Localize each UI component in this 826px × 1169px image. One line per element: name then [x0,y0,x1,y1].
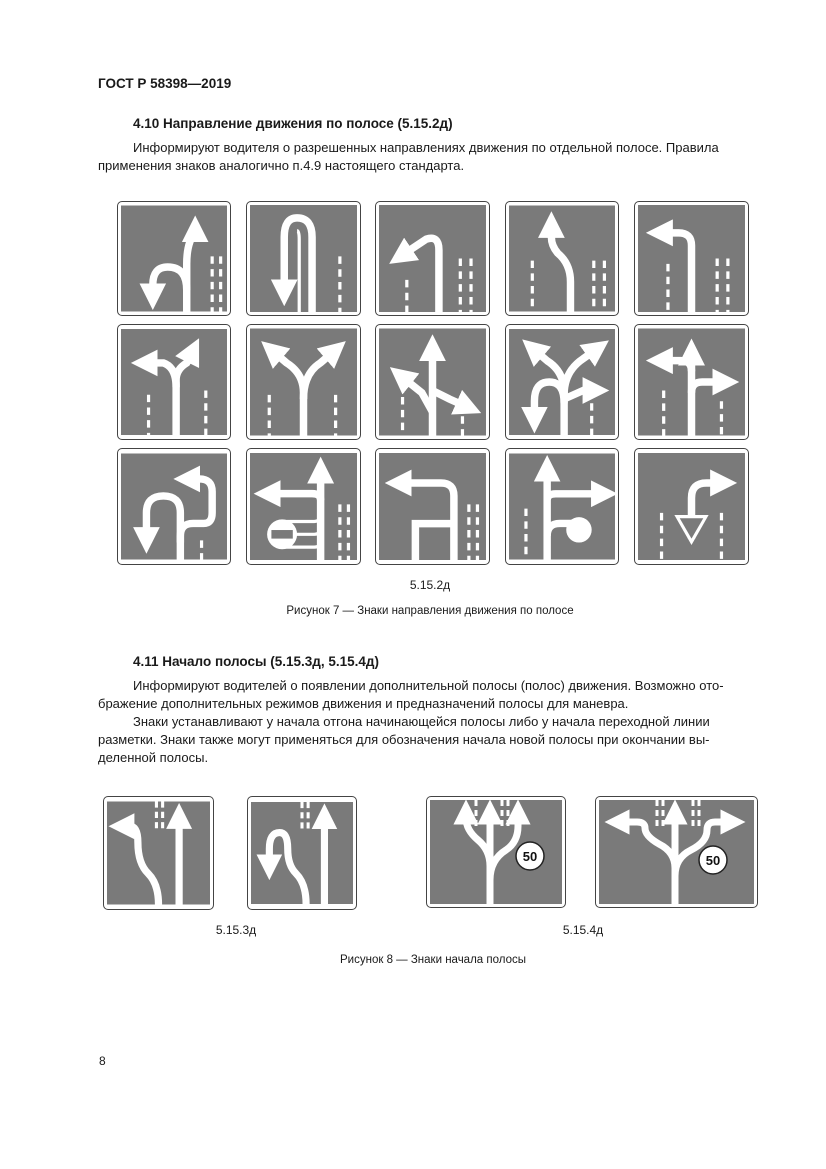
lane-left-turn-icon [638,205,745,312]
page-number: 8 [99,1054,106,1068]
text-line: Информируют водителя о разрешенных направлениях движения по отдельной полосе. Правила [133,140,719,155]
text-line: бражение дополнительных режимов движения и предназначений полосы для маневра. [98,696,629,711]
speed-limit-value: 50 [705,853,721,868]
sign-lane-double-uturn [117,448,231,565]
sign-lane-straight-and-uturn [117,201,231,316]
lane-uturn-icon [250,205,357,312]
text-line: Знаки устанавливают у начала отгона начинающейся полосы либо у начала переходной линии [133,714,710,729]
figure-7-sign-code: 5.15.2д [409,578,451,592]
lane-double-uturn-icon [121,452,227,561]
sign-lane-right-turn-yield [634,448,749,565]
figure-8-code-left: 5.15.3д [215,923,257,937]
lane-straight-left-restricted-icon [250,452,357,561]
sign-lane-left-turn [634,201,749,316]
lane-start-both-speed-icon [599,800,754,904]
lane-right-turn-yield-icon [638,452,745,561]
text-line: разметки. Знаки также могут применяться для обозначения начала новой полосы при окончании вы- [98,732,710,747]
sign-lane-left-straight-right-split [634,324,749,440]
section-4-10-text [98,139,741,175]
section-4-10-heading: 4.10 Направление движения по полосе (5.15.2д) [133,116,453,131]
lane-left-straight-right-icon [121,328,227,436]
sign-lane-straight-shift [505,201,619,316]
lane-fork-icon [250,328,357,436]
text-line: применения знаков аналогично п.4.9 настоящего стандарта. [98,158,465,173]
lane-straight-shift-icon [509,205,615,312]
lane-start-uturn-icon [251,800,353,906]
lane-start-right-speed-icon [430,800,562,904]
sign-lane-start-right-speed [426,796,566,908]
lane-start-left-icon [107,800,210,906]
sign-lane-all-directions [505,324,619,440]
sign-lane-straight-right-circle [505,448,619,565]
lane-three-way-icon [379,328,486,436]
lane-left-turn-barrier-icon [379,452,486,561]
speed-limit-value: 50 [522,849,538,864]
sign-lane-uturn [246,201,361,316]
sign-lane-fork [246,324,361,440]
lane-left-straight-right-split-icon [638,328,745,436]
section-4-11-heading: 4.11 Начало полосы (5.15.3д, 5.15.4д) [133,654,379,669]
sign-lane-start-left [103,796,214,910]
sign-lane-left-turn-barrier [375,448,490,565]
figure-7-caption: Рисунок 7 — Знаки направления движения по полосе [286,605,574,617]
sign-lane-left-straight-right [117,324,231,440]
sign-lane-three-way [375,324,490,440]
figure-8-code-right: 5.15.4д [562,923,604,937]
sign-lane-left-curve [375,201,490,316]
text-line: деленной полосы. [98,750,209,765]
lane-straight-right-circle-icon [509,452,615,561]
sign-lane-straight-left-restricted [246,448,361,565]
figure-8-caption: Рисунок 8 — Знаки начала полосы [340,954,526,966]
sign-lane-start-uturn [247,796,357,910]
text-line: Информируют водителей о появлении дополнительной полосы (полос) движения. Возможно ото- [133,678,724,693]
section-4-11-text [98,677,741,767]
lane-all-directions-icon [509,328,615,436]
lane-straight-and-uturn-icon [121,205,227,312]
lane-left-curve-icon [379,205,486,312]
document-code: ГОСТ Р 58398—2019 [98,76,232,91]
sign-lane-start-both-speed [595,796,758,908]
